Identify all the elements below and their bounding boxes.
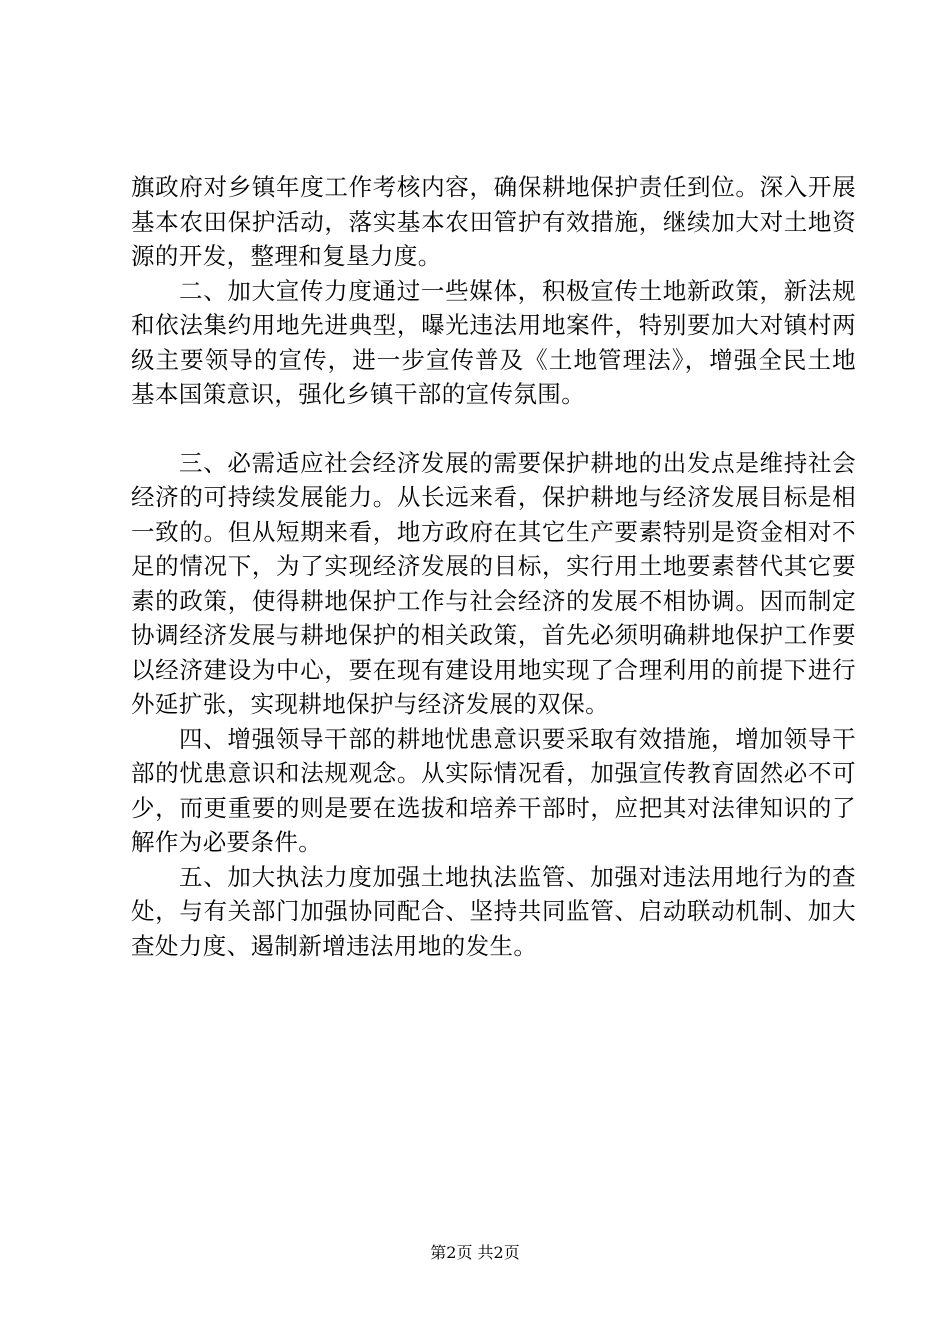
paragraph-leadership-awareness: 四、增强领导干部的耕地忧患意识要采取有效措施，增加领导干部的忧患意识和法规观念。从实际情况看，加强宣传教育固然必不可少，而更重要的则是要在选拔和培养干部时，应把其对法律知识的了解作为必要条件。 <box>131 724 856 856</box>
page-footer: 第2页 共2页 <box>430 1243 520 1262</box>
paragraph-publicity: 二、加大宣传力度通过一些媒体，积极宣传土地新政策，新法规和依法集约用地先进典型，曝光违法用地案件，特别要加大对镇村两级主要领导的宣传，进一步宣传普及《土地管理法》，增强全民土地基本国策意识，强化乡镇干部的宣传氛围。 <box>131 276 856 408</box>
paragraph-continuation: 旗政府对乡镇年度工作考核内容，确保耕地保护责任到位。深入开展基本农田保护活动，落实基本农田管护有效措施，继续加大对土地资源的开发，整理和复垦力度。 <box>131 173 856 270</box>
paragraph-law-enforcement: 五、加大执法力度加强土地执法监管、加强对违法用地行为的查处，与有关部门加强协同配合、坚持共同监管、启动联动机制、加大查处力度、遏制新增违法用地的发生。 <box>131 862 856 960</box>
paragraph-economic-development: 三、必需适应社会经济发展的需要保护耕地的出发点是维持社会经济的可持续发展能力。从长远来看，保护耕地与经济发展目标是相一致的。但从短期来看，地方政府在其它生产要素特别是资金相对不足的情况下，为了实现经济发展的目标，实行用土地要素替代其它要素的政策，使得耕地保护工作与社会经济的发展不相协调。因而制定协调经济发展与耕地保护的相关政策，首先必须明确耕地保护工作要以经济建设为中心，要在现有建设用地实现了合理利用的前提下进行外延扩张，实现耕地保护与经济发展的双保。 <box>131 448 856 718</box>
document-body <box>131 170 856 963</box>
